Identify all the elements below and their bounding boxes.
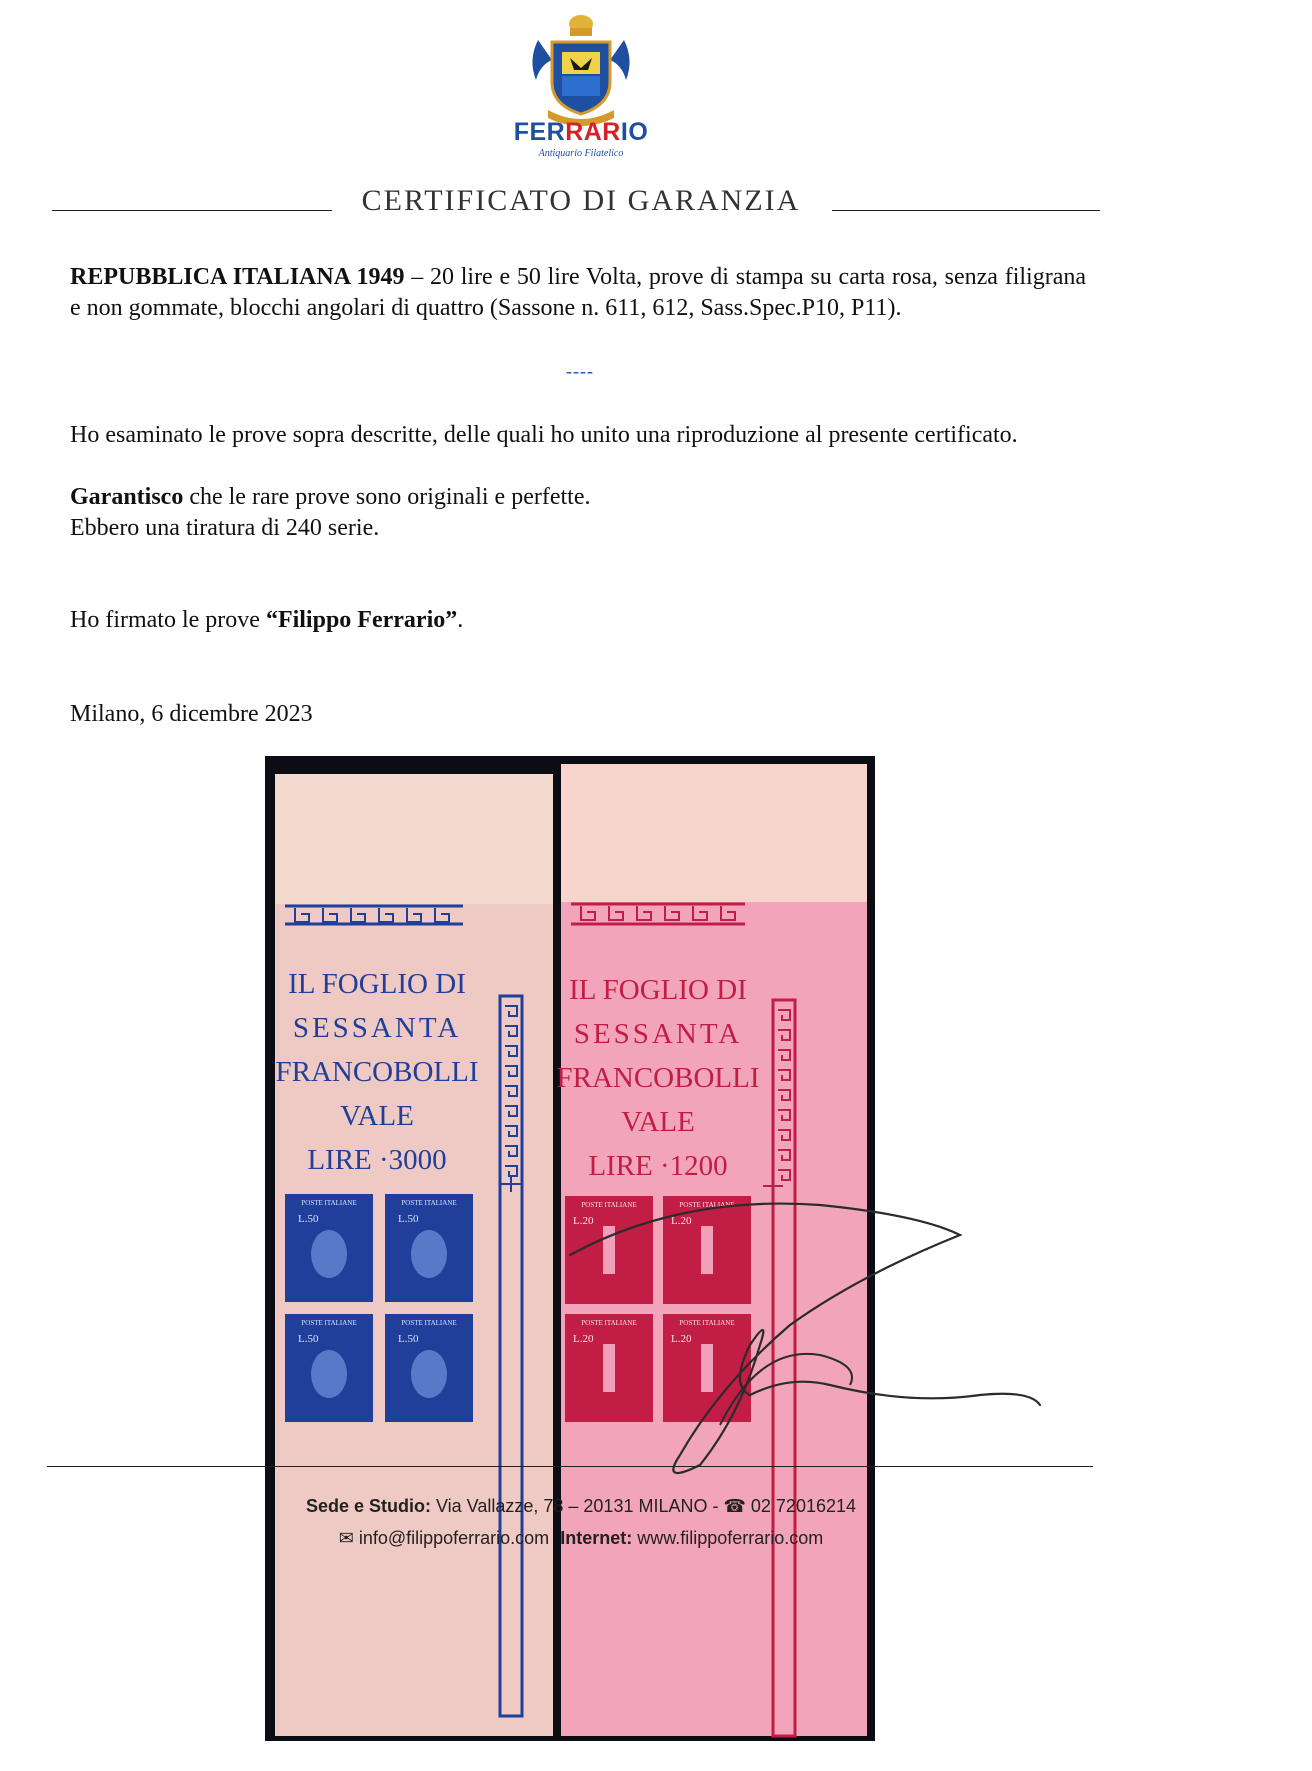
footer-address-text: Via Vallazze, 78 – 20131 MILANO - ☎ 02 72016214 <box>430 1496 857 1516</box>
brand-suffix: IO <box>620 118 649 146</box>
right-margin-line-3: FRANCOBOLLI <box>556 1062 760 1094</box>
left-margin-line-1: IL FOGLIO DI <box>288 968 466 1000</box>
right-stamp-1-top: POSTE ITALIANE <box>581 1201 637 1209</box>
right-stamp-1-value: L.20 <box>573 1215 594 1227</box>
left-margin-line-4: VALE <box>340 1100 414 1132</box>
left-stamp-4-top: POSTE ITALIANE <box>401 1319 457 1327</box>
left-stamp-2-top: POSTE ITALIANE <box>401 1199 457 1207</box>
left-margin-line-5: LIRE ·3000 <box>307 1144 447 1176</box>
footer-internet-label: Internet: <box>560 1528 633 1548</box>
right-stamp-2-top: POSTE ITALIANE <box>679 1201 735 1209</box>
separator: ---- <box>566 361 594 381</box>
title-rule-right <box>832 210 1100 211</box>
right-stamp-3-top: POSTE ITALIANE <box>581 1319 637 1327</box>
left-stamp-1-value: L.50 <box>298 1213 319 1225</box>
guarantee-text: che le rare prove sono originali e perfette. <box>183 484 591 510</box>
place-date: Milano, 6 dicembre 2023 <box>70 701 313 727</box>
right-stamp-4-value: L.20 <box>671 1333 692 1345</box>
description-paragraph <box>70 262 1086 324</box>
right-stamp-2-value: L.20 <box>671 1215 692 1227</box>
title-rule-left <box>52 210 332 211</box>
handwritten-signature <box>560 1195 1060 1495</box>
signature-statement-suffix: . <box>457 607 464 633</box>
guarantee-line <box>70 482 590 513</box>
right-margin-line-4: VALE <box>621 1106 695 1138</box>
brand-logo-text <box>500 118 662 147</box>
left-proof-sheet <box>275 774 553 1736</box>
footer-address-label: Sede e Studio: <box>305 1496 431 1516</box>
footer-rule <box>47 1466 1093 1467</box>
left-stamp-2-value: L.50 <box>398 1213 419 1225</box>
print-run-line: Ebbero una tiratura di 240 serie. <box>70 515 380 541</box>
description-heading: REPUBBLICA ITALIANA 1949 <box>70 264 405 290</box>
left-stamp-3-value: L.50 <box>298 1333 319 1345</box>
right-stamp-3-value: L.20 <box>573 1333 594 1345</box>
signature-statement <box>70 605 463 636</box>
footer-contacts <box>0 1528 1162 1549</box>
left-margin-line-3: FRANCOBOLLI <box>275 1056 479 1088</box>
right-stamp-4-top: POSTE ITALIANE <box>679 1319 735 1327</box>
footer-email[interactable]: info@filippoferrario.com <box>358 1528 550 1548</box>
right-margin-line-2: SESSANTA <box>573 1018 743 1050</box>
examination-paragraph: Ho esaminato le prove sopra descritte, delle quali ho unito una riproduzione al presente certificato. <box>70 422 1018 448</box>
signature-statement-prefix: Ho firmato le prove <box>70 607 266 633</box>
certificate-title: CERTIFICATO DI GARANZIA <box>361 184 801 217</box>
right-margin-line-5: LIRE ·1200 <box>588 1150 728 1182</box>
signature-name: “Filippo Ferrario” <box>265 607 458 633</box>
brand-subtitle: Antiquario Filatelico <box>538 148 624 159</box>
footer-website[interactable]: www.filippoferrario.com <box>632 1528 824 1548</box>
left-stamp-1-top: POSTE ITALIANE <box>301 1199 357 1207</box>
mail-icon: ✉ <box>338 1528 359 1548</box>
right-margin-line-1: IL FOGLIO DI <box>569 974 747 1006</box>
left-margin-line-2: SESSANTA <box>292 1012 462 1044</box>
footer-address <box>0 1496 1162 1517</box>
brand-prefix: FER <box>513 118 566 146</box>
description-text: – 20 lire e 50 lire Volta, prove di stampa su carta rosa, senza filigrana e non gommate, blocchi angolari di quattro (Sassone n. 611, 612, Sass.Spec.P10, P11). <box>70 264 1087 321</box>
guarantee-bold: Garantisco <box>70 484 184 510</box>
left-stamp-3-top: POSTE ITALIANE <box>301 1319 357 1327</box>
brand-mid: RAR <box>565 118 621 146</box>
left-stamp-4-value: L.50 <box>398 1333 419 1345</box>
